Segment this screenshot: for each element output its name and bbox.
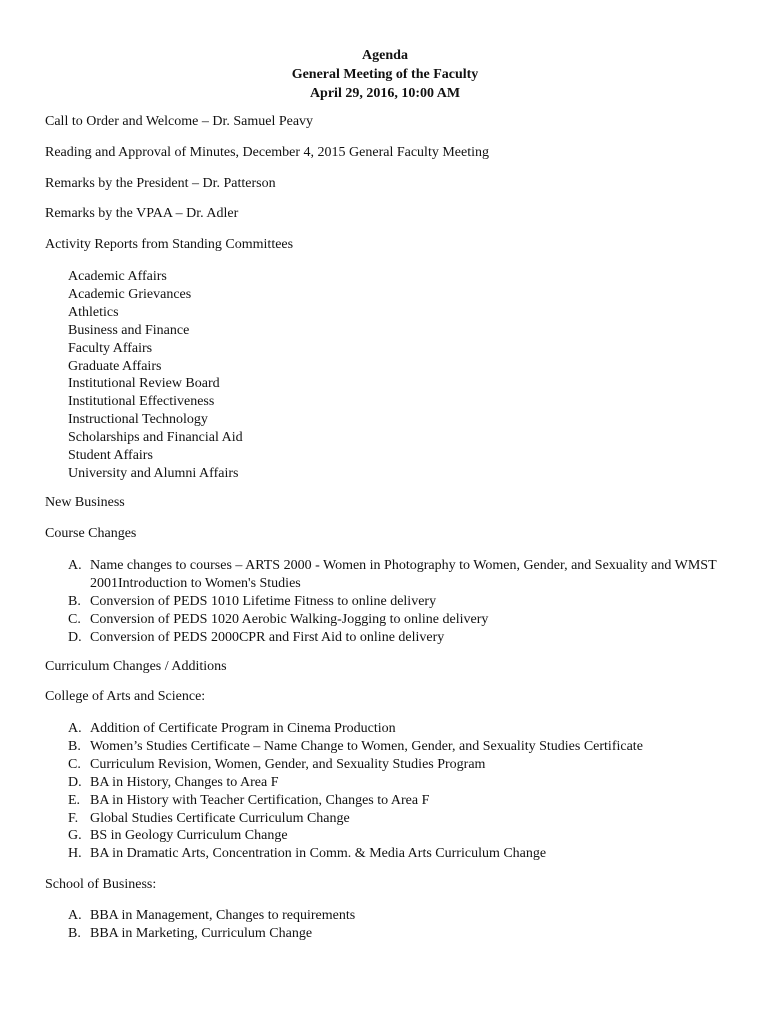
committee-item: Academic Affairs [68, 269, 167, 284]
business-list [68, 907, 748, 943]
list-text: Curriculum Revision, Women, Gender, and Sexuality Studies Program [90, 756, 486, 772]
list-item [68, 756, 748, 774]
list-item [68, 629, 748, 647]
list-item [68, 827, 748, 845]
list-letter: B. [68, 738, 81, 754]
agenda-header [0, 46, 770, 103]
committee-item: Institutional Review Board [68, 376, 220, 392]
list-item [68, 557, 748, 593]
list-text: Addition of Certificate Program in Cinema Production [90, 721, 396, 736]
committee-item: Business and Finance [68, 322, 190, 338]
call-to-order-item: Call to Order and Welcome – Dr. Samuel Peavy [45, 114, 314, 129]
committee-item: Instructional Technology [68, 412, 208, 428]
agenda-title: Agenda [362, 48, 408, 63]
committee-item: University and Alumni Affairs [68, 465, 239, 481]
list-text: BBA in Marketing, Curriculum Change [90, 925, 313, 941]
list-item [68, 738, 748, 756]
curriculum-changes-heading: Curriculum Changes / Additions [45, 659, 227, 674]
list-letter: E. [68, 792, 81, 808]
list-letter: F. [68, 810, 79, 826]
committee-list [68, 268, 243, 483]
committee-item: Institutional Effectiveness [68, 394, 215, 410]
arts-science-list [68, 720, 748, 863]
list-text: BA in History, Changes to Area F [90, 774, 279, 790]
committee-item: Scholarships and Financial Aid [68, 430, 243, 446]
list-text: Name changes to courses – ARTS 2000 - Women in Photography to Women, Gender, and Sexuality and WMST 2001Introduction to Women's Studies [90, 558, 717, 591]
list-item [68, 720, 748, 738]
list-letter: A. [68, 908, 82, 923]
school-business-heading: School of Business: [45, 877, 157, 892]
list-letter: B. [68, 593, 81, 609]
list-letter: D. [68, 629, 82, 645]
new-business-heading: New Business [45, 495, 125, 510]
committee-item: Academic Grievances [68, 286, 192, 302]
list-item [68, 792, 748, 810]
list-letter: D. [68, 774, 82, 790]
list-letter: H. [68, 846, 82, 862]
list-item [68, 845, 748, 863]
list-text: Conversion of PEDS 2000CPR and First Aid to online delivery [90, 629, 445, 645]
list-item [68, 774, 748, 792]
course-changes-heading: Course Changes [45, 526, 137, 541]
list-letter: C. [68, 756, 81, 772]
list-item [68, 593, 748, 611]
list-item [68, 907, 748, 925]
list-text: BA in History with Teacher Certification, Changes to Area F [90, 792, 430, 808]
list-text: BA in Dramatic Arts, Concentration in Comm. & Media Arts Curriculum Change [90, 846, 547, 862]
list-text: Conversion of PEDS 1020 Aerobic Walking-Jogging to online delivery [90, 611, 489, 627]
list-item [68, 611, 748, 629]
committee-reports-heading: Activity Reports from Standing Committees [45, 237, 294, 252]
list-letter: B. [68, 925, 81, 941]
vpaa-remarks-item: Remarks by the VPAA – Dr. Adler [45, 206, 239, 221]
list-letter: G. [68, 828, 82, 844]
meeting-name: General Meeting of the Faculty [291, 67, 479, 82]
list-text: Global Studies Certificate Curriculum Change [90, 810, 350, 826]
course-changes-list [68, 557, 748, 647]
list-letter: A. [68, 558, 82, 573]
list-text: Conversion of PEDS 1010 Lifetime Fitness to online delivery [90, 593, 437, 609]
meeting-date: April 29, 2016, 10:00 AM [309, 86, 461, 101]
list-text: BBA in Management, Changes to requirements [90, 908, 356, 923]
list-item [68, 925, 748, 943]
list-item [68, 810, 748, 828]
president-remarks-item: Remarks by the President – Dr. Patterson [45, 176, 276, 191]
committee-item: Faculty Affairs [68, 340, 153, 356]
minutes-approval-item: Reading and Approval of Minutes, December 4, 2015 General Faculty Meeting [45, 145, 489, 160]
list-text: Women’s Studies Certificate – Name Change to Women, Gender, and Sexuality Studies Certificate [90, 738, 643, 754]
committee-item: Student Affairs [68, 448, 153, 464]
committee-item: Graduate Affairs [68, 358, 162, 374]
list-text: BS in Geology Curriculum Change [90, 828, 288, 844]
list-letter: A. [68, 721, 82, 736]
list-letter: C. [68, 611, 81, 627]
committee-item: Athletics [68, 304, 119, 320]
college-arts-science-heading: College of Arts and Science: [45, 689, 206, 704]
